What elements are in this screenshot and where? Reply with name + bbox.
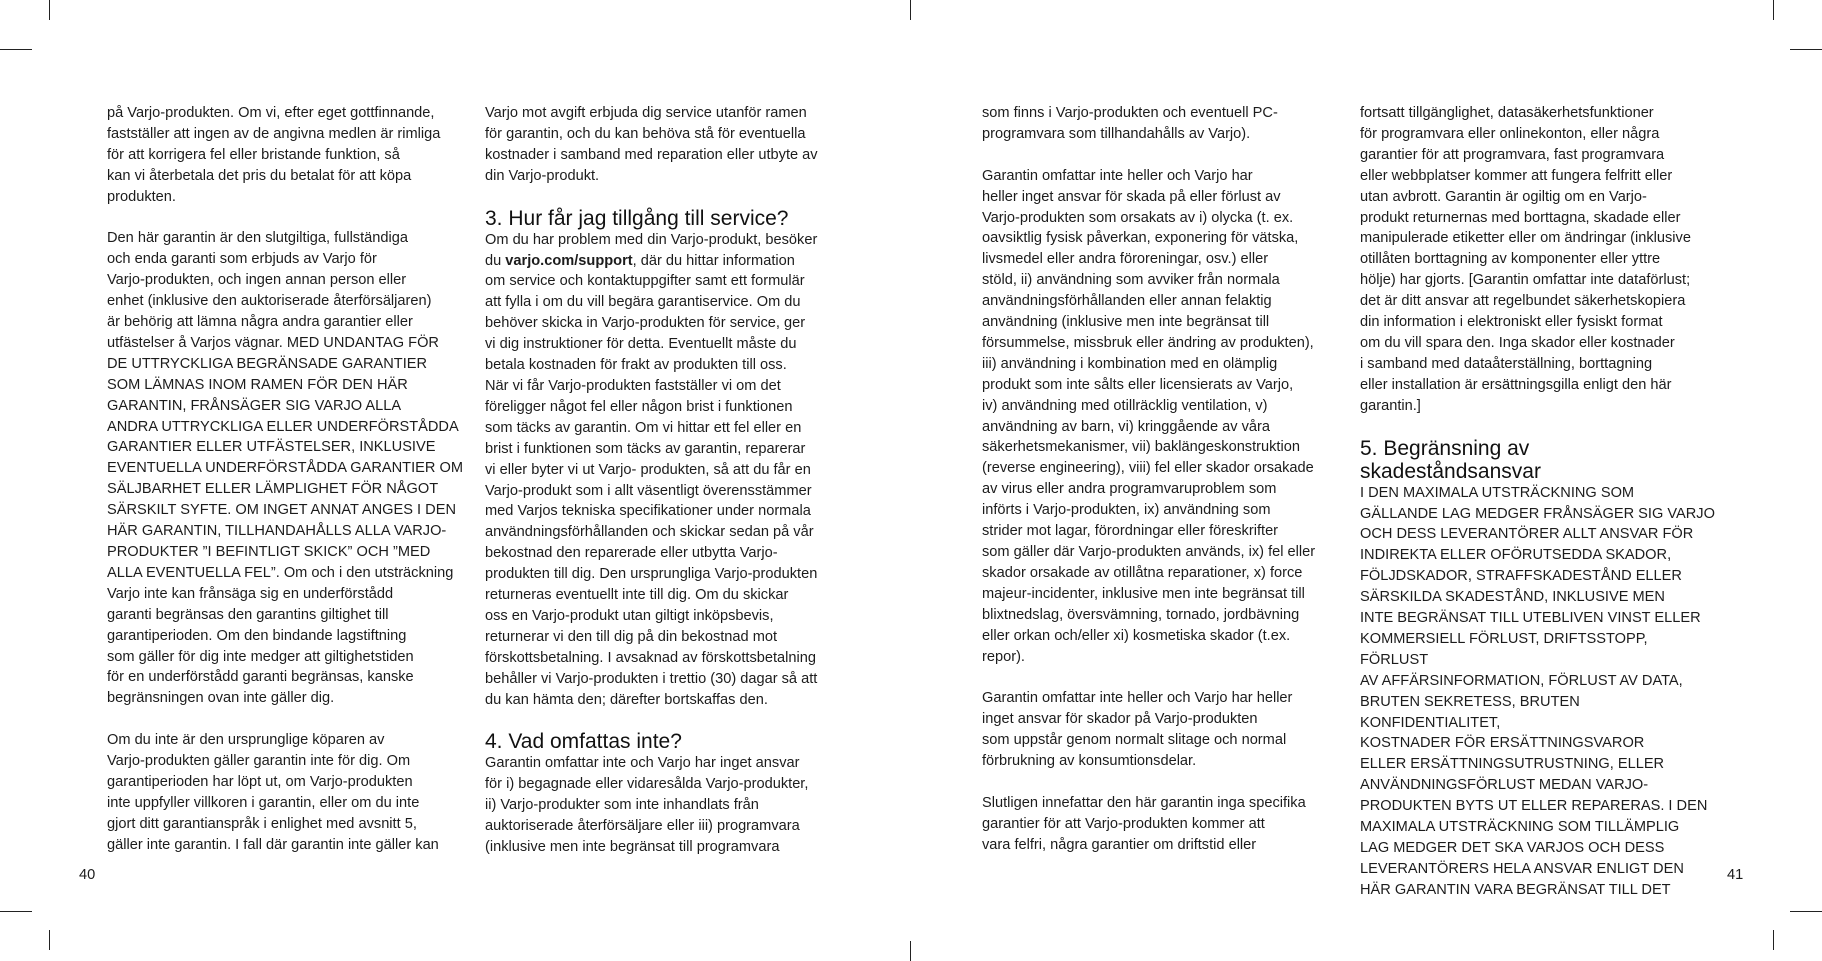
paragraph: Garantin omfattar inte heller och Varjo har heller inget ansvar för skada på eller förlust av Varjo-produkten som orsakats av i) olycka (t. ex. oavsiktlig fysisk påverkan, exponering för vätska, livsmedel eller andra föroreningar, osv.) eller stöld, ii) användning som avviker från normala användningsförhållanden eller annan felaktig användning (inklusive men inte begränsat till försummelse, missbruk eller ändring av produkten), iii) användning i kombination med en olämplig produkt som inte sålts eller licensierats av Varjo, iv) användning med otillräcklig ventilation, v) användning av barn, vi) kringgående av våra säkerhetsmekanismer, vii) baklängeskonstruktion (reverse engineering), viii) fel eller skador orsakade av virus eller andra programvaruproblem som införts i Varjo-produkten, ix) användning som strider mot lagar, förordningar eller föreskrifter som gäller där Varjo-produkten används, ix) fel eller skador orsakade av otillåtna reparationer, x) force majeur-incidenter, inklusive men inte begränsat till blixtnedslag, översvämning, tornado, jordbävning eller orkan och/eller xi) kosmetiska skador (t.ex. repor). [982,167,1316,665]
text-run: , där du hittar information om service och kontaktuppgifter samt ett formulär att fylla i om du vill begära garantiservice. Om du behöver skicka in Varjo-produkten för service, ger vi dig instruktioner för detta. Eventuellt måste du betala kostnaden för frakt av produkten till oss. När vi får Varjo-produkten fastställer vi om det föreligger något fel eller någon brist i funktionen som täcks av garantin. Om vi hittar ett fel eller en brist i funktionen som täcks av garantin, reparerar vi eller byter vi ut Varjo- produkten, så att du får en Varjo-produkt som i allt väsentligt överensstämmer med Varjos tekniska specifikationer under normala användningsförhållanden och skickar sedan på vår bekostnad den reparerade eller utbytta Varjo- produkten till dig. Den ursprungliga Varjo-produkten returneras eventuellt inte till dig. Om du skickar oss en Varjo-produkt utan giltigt inköpsbevis, returnerar vi den till dig på din bekostnad mot förskottsbetalning. I avsaknad av förskottsbetalning behåller vi Varjo-produkten i trettio (30) dagar så att du kan hämta den; därefter bortskaffas den. [485,252,818,708]
section-heading-3: 3. Hur får jag tillgång till service? [485,206,789,230]
crop-mark [910,0,911,20]
crop-mark [49,930,50,950]
paragraph: Garantin omfattar inte heller och Varjo har heller inget ansvar för skador på Varjo-produkten som uppstår genom normalt slitage och normal förbrukning av konsumtionsdelar. [982,690,1293,770]
crop-mark [1790,49,1822,50]
section-heading-5: 5. Begränsning av skadeståndsansvar [1360,436,1541,483]
paragraph: som finns i Varjo-produkten och eventuell PC- programvara som tillhandahålls av Varjo). [982,105,1278,142]
crop-mark [1790,911,1822,912]
crop-mark [1773,0,1774,20]
right-page-column-1 [982,103,1340,856]
paragraph: Den här garantin är den slutgiltiga, fullständiga och enda garanti som erbjuds av Varjo för Varjo-produkten, och ingen annan person eller enhet (inklusive den auktoriserade återförsäljaren) är behörig att lämna några andra garantier eller utfästelser å Varjos vägnar. MED UNDANTAG FÖR DE UTTRYCKLIGA BEGRÄNSADE GARANTIER SOM LÄMNAS INOM RAMEN FÖR DEN HÄR GARANTIN, FRÅNSÄGER SIG VARJO ALLA ANDRA UTTRYCKLIGA ELLER UNDERFÖRSTÅDDA GARANTIER ELLER UTFÄSTELSER, INKLUSIVE EVENTUELLA UNDERFÖRSTÅDDA GARANTIER OM SÄLJBARHET ELLER LÄMPLIGHET FÖR NÅGOT SÄRSKILT SYFTE. OM INGET ANNAT ANGES I DEN HÄR GARANTIN, TILLHANDAHÅLLS ALLA VARJO- PRODUKTER ”I BEFINTLIGT SKICK” OCH ”MED ALLA EVENTUELLA FEL”. Om och i den utsträckning Varjo inte kan frånsäga sig en underförstådd garanti begränsas den garantins giltighet till garantiperioden. Om den bindande lagstiftning som gäller för dig inte medger att giltighetstiden för en underförstådd garanti begränsas, kanske begränsningen ovan inte gäller dig. [107,230,463,707]
crop-mark [910,941,911,961]
crop-mark [1773,930,1774,950]
left-page-column-1 [107,103,465,856]
paragraph: Varjo mot avgift erbjuda dig service utanför ramen för garantin, och du kan behöva stå för eventuella kostnader i samband med reparation eller utbyte av din Varjo-produkt. [485,105,818,184]
right-page-column-2 [1360,103,1718,901]
paragraph [485,230,843,711]
text-run: Om du har problem med din Varjo-produkt, besöker du [485,231,818,269]
paragraph: Slutligen innefattar den här garantin inga specifika garantier för att Varjo-produkten kommer att vara felfri, några garantier om driftstid eller [982,794,1306,853]
support-link[interactable]: varjo.com/support [505,252,633,269]
left-page-column-2 [485,103,843,858]
paragraph: fortsatt tillgänglighet, datasäkerhetsfunktioner för programvara eller onlinekonton, eller några garantier för att programvara, fast programvara eller webbplatser kommer att fungera felfritt eller utan avbrott. Garantin är ogiltig om en Varjo- produkt returnernas med borttagna, skadade eller manipulerade etiketter eller om ändringar (inklusive otillåten borttagning av komponenter eller yttre hölje) har gjorts. [Garantin omfattar inte dataförlust; det är ditt ansvar att regelbundet säkerhetskopiera din information i elektroniskt eller fysiskt format om du vill spara den. Inga skador eller kostnader i samband med dataåterställning, borttagning eller installation är ersättningsgilla enligt den här garantin.] [1360,105,1691,414]
crop-mark [0,49,32,50]
page-number-left: 40 [79,867,96,883]
page-number-right: 41 [1727,867,1744,883]
section-heading-4: 4. Vad omfattas inte? [485,730,682,754]
paragraph: Garantin omfattar inte och Varjo har inget ansvar för i) begagnade eller vidaresålda Varjo-produkter, ii) Varjo-produkter som inte inhandlats från auktoriserade återförsäljare eller iii) programvara (inklusive men inte begränsat till programvara [485,755,809,856]
paragraph: I DEN MAXIMALA UTSTRÄCKNING SOM GÄLLANDE LAG MEDGER FRÅNSÄGER SIG VARJO OCH DESS LEVERANTÖRER ALLT ANSVAR FÖR INDIREKTA ELLER OFÖRUTSEDDA SKADOR, FÖLJDSKADOR, STRAFFSKADESTÅND ELLER SÄRSKILDA SKADESTÅND, INKLUSIVE MEN INTE BEGRÄNSAT TILL UTEBLIVEN VINST ELLER KOMMERSIELL FÖRLUST, DRIFTSSTOPP, FÖRLUST AV AFFÄRSINFORMATION, FÖRLUST AV DATA, BRUTEN SEKRETESS, BRUTEN KONFIDENTIALITET, KOSTNADER FÖR ERSÄTTNINGSVAROR ELLER ERSÄTTNINGSUTRUSTNING, ELLER ANVÄNDNINGSFÖRLUST MEDAN VARJO- PRODUKTEN BYTS UT ELLER REPARERAS. I DEN MAXIMALA UTSTRÄCKNING SOM TILLÄMPLIG LAG MEDGER DET SKA VARJOS OCH DESS LEVERANTÖRERS HELA ANSVAR ENLIGT DEN HÄR GARANTIN VARA BEGRÄNSAT TILL DET [1360,484,1715,898]
paragraph: Om du inte är den ursprunglige köparen av Varjo-produkten gäller garantin inte för dig. Om garantiperioden har löpt ut, om Varjo-produkten inte uppfyller villkoren i garantin, eller om du inte gjort ditt garantianspråk i enlighet med avsnitt 5, gäller inte garantin. I fall där garantin inte gäller kan [107,732,439,853]
paragraph: på Varjo-produkten. Om vi, efter eget gottfinnande, fastställer att ingen av de angivna medlen är rimliga för att korrigera fel eller bristande funktion, så kan vi återbetala det pris du betalat för att köpa produkten. [107,105,441,205]
crop-mark [49,0,50,20]
crop-mark [0,911,32,912]
